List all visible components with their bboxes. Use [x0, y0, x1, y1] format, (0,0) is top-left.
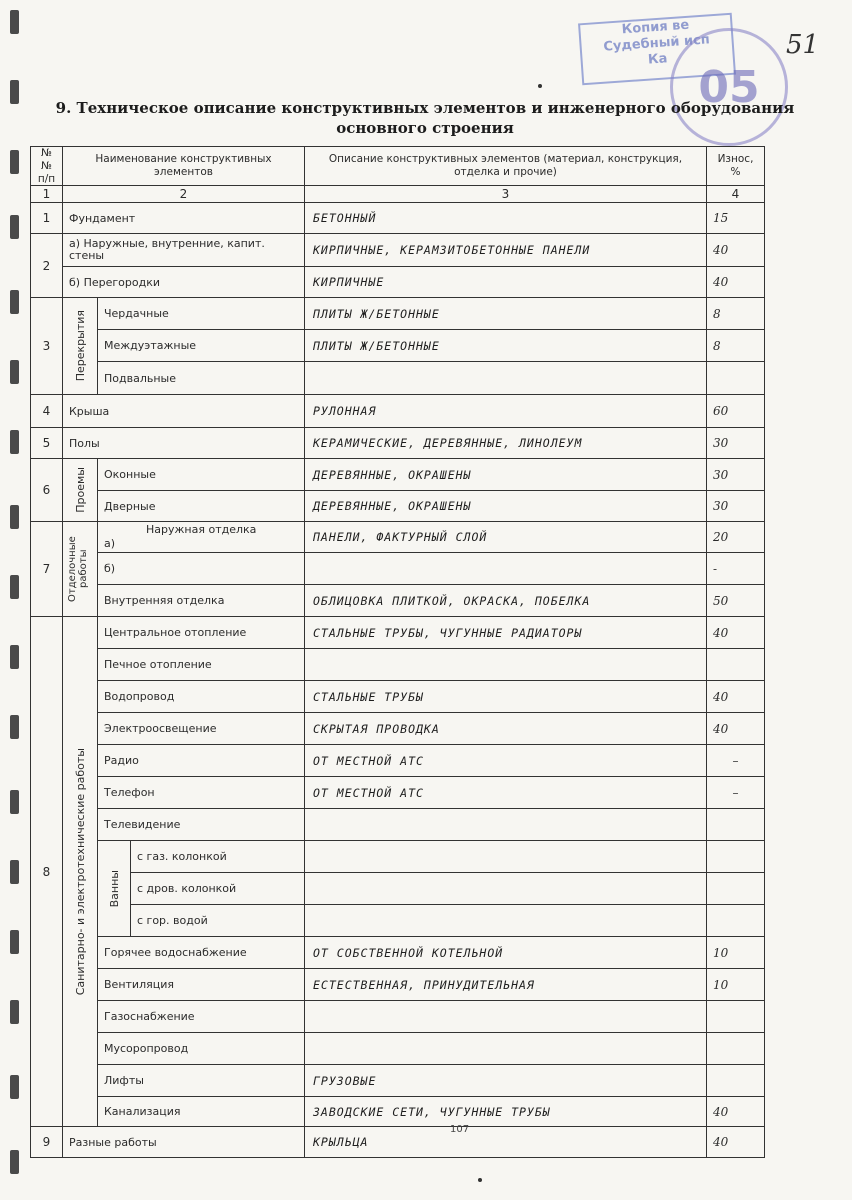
- binding-hole: [10, 575, 19, 599]
- binding-hole: [10, 430, 19, 454]
- wear-walls: 40: [706, 233, 765, 267]
- naruzh-block: [97, 521, 305, 553]
- label-telefon: Телефон: [97, 776, 305, 809]
- binding-hole: [10, 80, 19, 104]
- label-vent: Вентиляция: [97, 968, 305, 1001]
- binding-hole: [10, 215, 19, 239]
- desc-gor-voda: [304, 904, 707, 937]
- desc-central: СТАЛЬНЫЕ ТРУБЫ, ЧУГУННЫЕ РАДИАТОРЫ: [304, 616, 707, 649]
- desc-mezhduetazh: ПЛИТЫ Ж/БЕТОННЫЕ: [304, 329, 707, 362]
- wear-radio: –: [706, 744, 765, 777]
- wear-central: 40: [706, 616, 765, 649]
- desc-vnutr: ОБЛИЦОВКА ПЛИТКОЙ, ОКРАСКА, ПОБЕЛКА: [304, 584, 707, 617]
- wear-vent: 10: [706, 968, 765, 1001]
- label-vodoprovod: Водопровод: [97, 680, 305, 713]
- wear-peregorodki: 40: [706, 266, 765, 298]
- group-vanny: Ванны: [97, 840, 131, 937]
- header-desc: Описание конструктивных элементов (материал, конструкция, отделка и прочие): [304, 146, 707, 186]
- label-poly: Полы: [62, 427, 305, 459]
- label-raznye: Разные работы: [62, 1126, 305, 1158]
- label-fundament: Фундамент: [62, 202, 305, 234]
- group-otdelka: Отделочные работы: [62, 521, 98, 617]
- desc-fundament: БЕТОННЫЙ: [304, 202, 707, 234]
- label-drov-kol: с дров. колонкой: [130, 872, 305, 905]
- desc-raznye: КРЫЛЬЦА: [304, 1126, 707, 1158]
- label-vnutr: Внутренняя отделка: [97, 584, 305, 617]
- binding-hole: [10, 1150, 19, 1174]
- label-musor: Мусоропровод: [97, 1032, 305, 1065]
- label-central: Центральное отопление: [97, 616, 305, 649]
- desc-tv: [304, 808, 707, 841]
- binding-hole: [10, 790, 19, 814]
- label-podvalnye: Подвальные: [97, 361, 305, 395]
- desc-vodoprovod: СТАЛЬНЫЕ ТРУБЫ: [304, 680, 707, 713]
- page-title: 9. Техническое описание конструктивных элементов и инженерного оборудования основного строения: [55, 99, 795, 137]
- desc-krysha: РУЛОННАЯ: [304, 394, 707, 428]
- wear-cherdachnye: 8: [706, 297, 765, 330]
- binding-hole: [10, 10, 19, 34]
- binding-hole: [10, 150, 19, 174]
- desc-pechnoe: [304, 648, 707, 681]
- desc-podvalnye: [304, 361, 707, 395]
- label-gvs: Горячее водоснабжение: [97, 936, 305, 969]
- row-number: 3: [30, 297, 63, 395]
- wear-podvalnye: [706, 361, 765, 395]
- desc-walls: КИРПИЧНЫЕ, КЕРАМЗИТОБЕТОННЫЕ ПАНЕЛИ: [304, 233, 707, 267]
- label-lifty: Лифты: [97, 1064, 305, 1097]
- col-index: 1: [30, 185, 63, 203]
- wear-tv: [706, 808, 765, 841]
- header-wear: Износ, %: [706, 146, 765, 186]
- wear-kanal: 40: [706, 1096, 765, 1127]
- label-dvernye: Дверные: [97, 490, 305, 522]
- row-number: 2: [30, 233, 63, 298]
- label-okonnye: Оконные: [97, 458, 305, 491]
- wear-pechnoe: [706, 648, 765, 681]
- desc-telefon: ОТ МЕСТНОЙ АТС: [304, 776, 707, 809]
- round-seal: 05: [670, 28, 788, 146]
- binding-hole: [10, 1000, 19, 1024]
- label-elektro: Электроосвещение: [97, 712, 305, 745]
- label-mezhduetazh: Междуэтажные: [97, 329, 305, 362]
- desc-gaz-kol: [304, 840, 707, 873]
- row-number: 1: [30, 202, 63, 234]
- binding-edge: [10, 0, 20, 1200]
- wear-naruzh-a: 20: [706, 521, 765, 553]
- row-number: 4: [30, 394, 63, 428]
- desc-poly: КЕРАМИЧЕСКИЕ, ДЕРЕВЯННЫЕ, ЛИНОЛЕУМ: [304, 427, 707, 459]
- label-naruzh-head: Наружная отделка: [146, 523, 257, 536]
- wear-krysha: 60: [706, 394, 765, 428]
- label-walls: а) Наружные, внутренние, капит. стены: [62, 233, 305, 267]
- wear-lifty: [706, 1064, 765, 1097]
- wear-fundament: 15: [706, 202, 765, 234]
- binding-hole: [10, 715, 19, 739]
- row-number: 7: [30, 521, 63, 617]
- label-gaz: Газоснабжение: [97, 1000, 305, 1033]
- header-name: Наименование конструктивных элементов: [62, 146, 305, 186]
- desc-naruzh-b: [304, 552, 707, 585]
- desc-dvernye: ДЕРЕВЯННЫЕ, ОКРАШЕНЫ: [304, 490, 707, 522]
- binding-hole: [10, 360, 19, 384]
- desc-lifty: ГРУЗОВЫЕ: [304, 1064, 707, 1097]
- row-number: 6: [30, 458, 63, 522]
- desc-cherdachnye: ПЛИТЫ Ж/БЕТОННЫЕ: [304, 297, 707, 330]
- speck: [478, 1178, 482, 1182]
- wear-poly: 30: [706, 427, 765, 459]
- col-index: 3: [304, 185, 707, 203]
- binding-hole: [10, 1075, 19, 1099]
- binding-hole: [10, 930, 19, 954]
- label-pechnoe: Печное отопление: [97, 648, 305, 681]
- wear-gor-voda: [706, 904, 765, 937]
- printed-page-number: 107: [450, 1124, 470, 1135]
- binding-hole: [10, 645, 19, 669]
- wear-elektro: 40: [706, 712, 765, 745]
- group-proemy: Проемы: [62, 458, 98, 522]
- desc-vent: ЕСТЕСТВЕННАЯ, ПРИНУДИТЕЛЬНАЯ: [304, 968, 707, 1001]
- label-cherdachnye: Чердачные: [97, 297, 305, 330]
- wear-okonnye: 30: [706, 458, 765, 491]
- wear-naruzh-b: -: [706, 552, 765, 585]
- label-peregorodki: б) Перегородки: [62, 266, 305, 298]
- label-radio: Радио: [97, 744, 305, 777]
- wear-gaz: [706, 1000, 765, 1033]
- label-kanal: Канализация: [97, 1096, 305, 1127]
- desc-okonnye: ДЕРЕВЯННЫЕ, ОКРАШЕНЫ: [304, 458, 707, 491]
- row-number: 5: [30, 427, 63, 459]
- col-index: 2: [62, 185, 305, 203]
- row-number: 8: [30, 616, 63, 1127]
- copy-stamp: Копия ве Судебный исп Ка: [578, 13, 736, 86]
- wear-dvernye: 30: [706, 490, 765, 522]
- label-gor-voda: с гор. водой: [130, 904, 305, 937]
- header-num: №№ п/п: [30, 146, 63, 186]
- group-santeh: Санитарно- и электротехнические работы: [62, 616, 98, 1127]
- binding-hole: [10, 290, 19, 314]
- speck: [538, 84, 542, 88]
- desc-gvs: ОТ СОБСТВЕННОЙ КОТЕЛЬНОЙ: [304, 936, 707, 969]
- wear-gvs: 10: [706, 936, 765, 969]
- wear-telefon: –: [706, 776, 765, 809]
- wear-mezhduetazh: 8: [706, 329, 765, 362]
- wear-raznye: 40: [706, 1126, 765, 1158]
- handwritten-page-number: 51: [786, 30, 820, 60]
- desc-radio: ОТ МЕСТНОЙ АТС: [304, 744, 707, 777]
- desc-drov-kol: [304, 872, 707, 905]
- desc-naruzh-a: ПАНЕЛИ, ФАКТУРНЫЙ СЛОЙ: [304, 521, 707, 553]
- label-naruzh-a: а): [104, 537, 116, 550]
- binding-hole: [10, 860, 19, 884]
- col-index: 4: [706, 185, 765, 203]
- label-naruzh-b: б): [97, 552, 305, 585]
- group-perekrytiya: Перекрытия: [62, 297, 98, 395]
- desc-gaz: [304, 1000, 707, 1033]
- row-number: 9: [30, 1126, 63, 1158]
- label-gaz-kol: с газ. колонкой: [130, 840, 305, 873]
- wear-musor: [706, 1032, 765, 1065]
- wear-drov-kol: [706, 872, 765, 905]
- label-tv: Телевидение: [97, 808, 305, 841]
- desc-musor: [304, 1032, 707, 1065]
- wear-vodoprovod: 40: [706, 680, 765, 713]
- wear-vnutr: 50: [706, 584, 765, 617]
- desc-elektro: СКРЫТАЯ ПРОВОДКА: [304, 712, 707, 745]
- binding-hole: [10, 505, 19, 529]
- wear-gaz-kol: [706, 840, 765, 873]
- desc-kanal: ЗАВОДСКИЕ СЕТИ, ЧУГУННЫЕ ТРУБЫ: [304, 1096, 707, 1127]
- desc-peregorodki: КИРПИЧНЫЕ: [304, 266, 707, 298]
- label-krysha: Крыша: [62, 394, 305, 428]
